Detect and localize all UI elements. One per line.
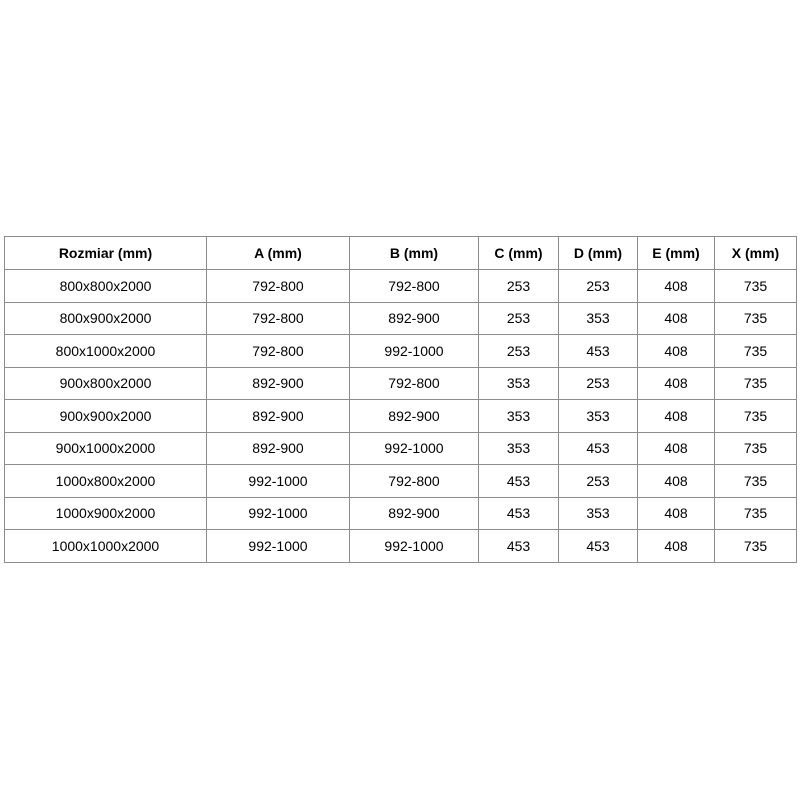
cell-d: 453 [559, 432, 638, 465]
cell-rozmiar: 900x800x2000 [5, 367, 207, 400]
cell-e: 408 [638, 530, 715, 563]
cell-c: 253 [479, 335, 559, 368]
cell-rozmiar: 1000x900x2000 [5, 497, 207, 530]
cell-x: 735 [715, 432, 797, 465]
cell-x: 735 [715, 302, 797, 335]
table-row [5, 367, 797, 400]
cell-rozmiar: 900x1000x2000 [5, 432, 207, 465]
table-row [5, 270, 797, 303]
header-a: A (mm) [207, 237, 350, 270]
cell-a: 792-800 [207, 270, 350, 303]
cell-a: 892-900 [207, 400, 350, 433]
cell-e: 408 [638, 270, 715, 303]
cell-a: 792-800 [207, 335, 350, 368]
cell-d: 353 [559, 400, 638, 433]
cell-x: 735 [715, 465, 797, 498]
cell-d: 253 [559, 270, 638, 303]
cell-b: 792-800 [350, 367, 479, 400]
cell-b: 892-900 [350, 497, 479, 530]
cell-x: 735 [715, 367, 797, 400]
cell-c: 253 [479, 270, 559, 303]
cell-e: 408 [638, 465, 715, 498]
cell-x: 735 [715, 270, 797, 303]
header-b: B (mm) [350, 237, 479, 270]
cell-c: 253 [479, 302, 559, 335]
cell-b: 792-800 [350, 270, 479, 303]
cell-x: 735 [715, 497, 797, 530]
cell-x: 735 [715, 530, 797, 563]
cell-x: 735 [715, 400, 797, 433]
table-row [5, 400, 797, 433]
table-row [5, 465, 797, 498]
cell-e: 408 [638, 335, 715, 368]
table-row [5, 302, 797, 335]
cell-x: 735 [715, 335, 797, 368]
cell-e: 408 [638, 400, 715, 433]
cell-e: 408 [638, 367, 715, 400]
cell-c: 453 [479, 465, 559, 498]
cell-d: 353 [559, 302, 638, 335]
cell-d: 353 [559, 497, 638, 530]
cell-e: 408 [638, 432, 715, 465]
cell-rozmiar: 1000x1000x2000 [5, 530, 207, 563]
cell-a: 892-900 [207, 432, 350, 465]
header-e: E (mm) [638, 237, 715, 270]
cell-e: 408 [638, 302, 715, 335]
cell-a: 992-1000 [207, 465, 350, 498]
table-row [5, 530, 797, 563]
header-d: D (mm) [559, 237, 638, 270]
cell-d: 253 [559, 367, 638, 400]
header-c: C (mm) [479, 237, 559, 270]
cell-b: 992-1000 [350, 530, 479, 563]
cell-rozmiar: 800x900x2000 [5, 302, 207, 335]
dimensions-table-container [4, 236, 796, 563]
cell-b: 792-800 [350, 465, 479, 498]
table-row [5, 497, 797, 530]
cell-rozmiar: 800x1000x2000 [5, 335, 207, 368]
cell-d: 253 [559, 465, 638, 498]
cell-rozmiar: 800x800x2000 [5, 270, 207, 303]
cell-c: 353 [479, 400, 559, 433]
cell-c: 353 [479, 367, 559, 400]
dimensions-table [4, 236, 797, 563]
cell-rozmiar: 1000x800x2000 [5, 465, 207, 498]
cell-a: 892-900 [207, 367, 350, 400]
table-body [5, 270, 797, 563]
header-rozmiar: Rozmiar (mm) [5, 237, 207, 270]
cell-a: 992-1000 [207, 530, 350, 563]
cell-d: 453 [559, 530, 638, 563]
cell-e: 408 [638, 497, 715, 530]
cell-a: 992-1000 [207, 497, 350, 530]
table-row [5, 432, 797, 465]
cell-b: 992-1000 [350, 432, 479, 465]
table-header-row [5, 237, 797, 270]
header-x: X (mm) [715, 237, 797, 270]
cell-d: 453 [559, 335, 638, 368]
cell-c: 453 [479, 530, 559, 563]
table-row [5, 335, 797, 368]
cell-b: 892-900 [350, 400, 479, 433]
cell-b: 992-1000 [350, 335, 479, 368]
cell-c: 353 [479, 432, 559, 465]
cell-rozmiar: 900x900x2000 [5, 400, 207, 433]
cell-c: 453 [479, 497, 559, 530]
cell-b: 892-900 [350, 302, 479, 335]
cell-a: 792-800 [207, 302, 350, 335]
